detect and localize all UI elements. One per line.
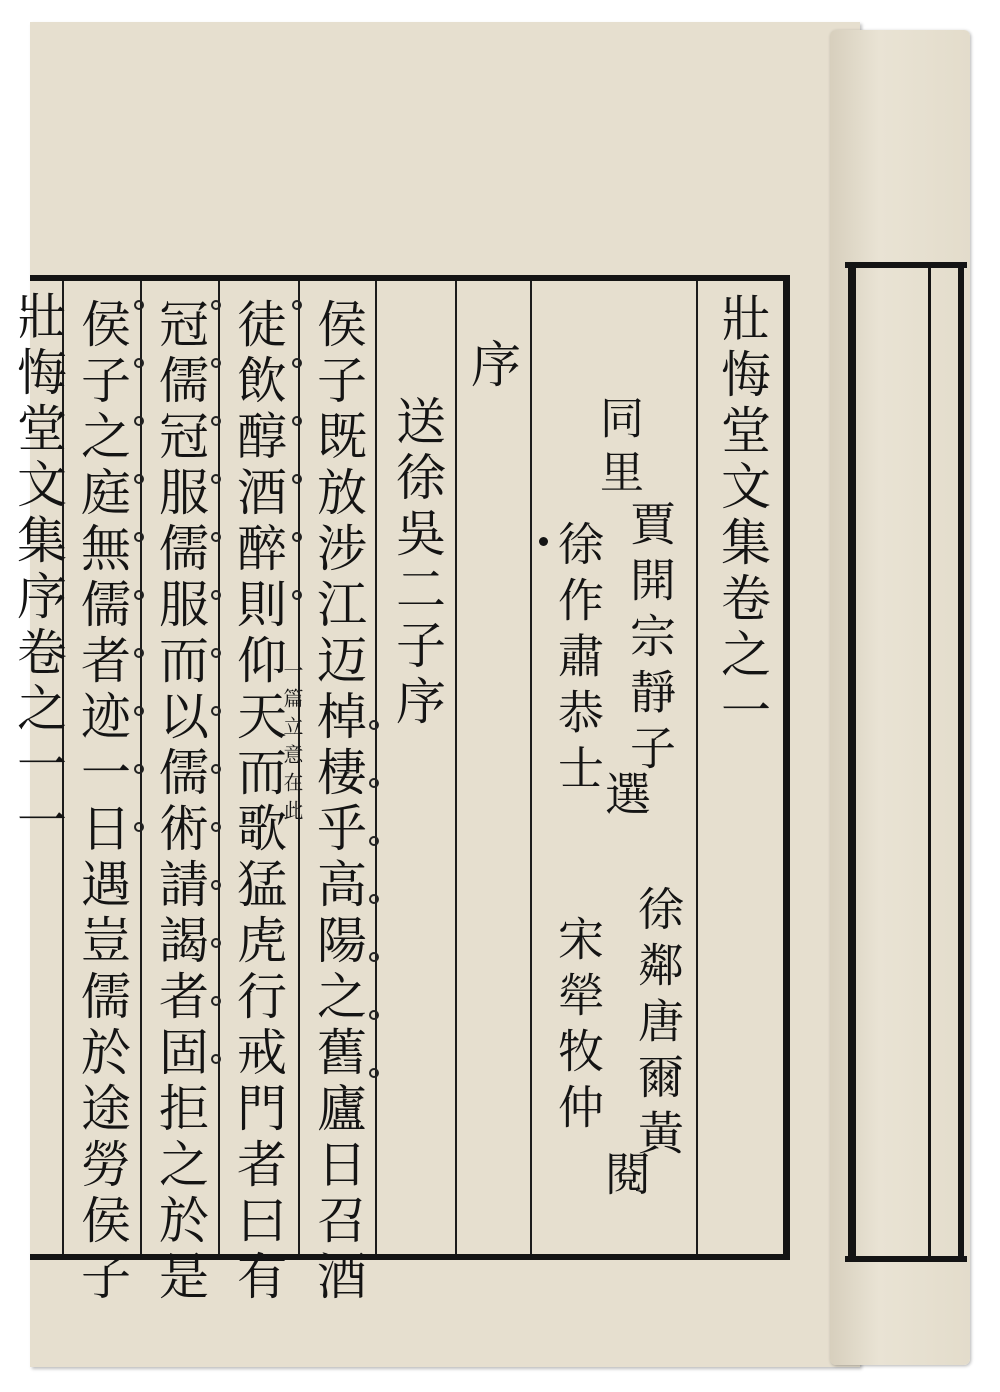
circle-mark (211, 996, 221, 1006)
body-column-1: 侯子既放涉江迈棹棲乎高陽之舊廬日召酒 (309, 298, 367, 1306)
spine-rule (848, 262, 856, 1262)
editor-name: 賈開宗靜子 (623, 500, 677, 780)
essay-title: 送徐吳二子序 (388, 395, 446, 731)
margin-label-column (9, 290, 67, 1250)
circle-mark (134, 648, 144, 658)
spine-rule (958, 262, 964, 1262)
region-label: 同里 (592, 395, 643, 503)
circle-mark (369, 1010, 379, 1020)
circle-mark (211, 938, 221, 948)
punctuation-dots (207, 300, 225, 1112)
spine-frame (845, 262, 967, 1262)
column-rule (530, 281, 532, 1254)
volume-title: 壯悔堂文集卷之一 (713, 292, 771, 740)
circle-mark (369, 778, 379, 788)
role-select: 選 (598, 770, 652, 826)
circle-mark (134, 590, 144, 600)
circle-mark (211, 416, 221, 426)
circle-mark (211, 532, 221, 542)
body-column-2: 徒飲醇酒醉則仰天而歌猛虎行戒門者曰有 (229, 298, 287, 1306)
column-rule (455, 281, 457, 1254)
circle-mark (211, 822, 221, 832)
circle-mark (211, 880, 221, 890)
co-editor-2: 徐鄰唐爾黃 (631, 885, 685, 1165)
circle-mark (211, 358, 221, 368)
spine-rule (928, 262, 931, 1262)
circle-mark (211, 300, 221, 310)
circle-mark (211, 648, 221, 658)
circle-mark (134, 358, 144, 368)
circle-mark (211, 474, 221, 484)
interlinear-annotation: 一篇立意在此 (280, 660, 304, 828)
circle-mark (292, 416, 302, 426)
circle-mark (369, 720, 379, 730)
punctuation-dots (288, 300, 306, 648)
circle-mark (211, 764, 221, 774)
circle-mark (292, 300, 302, 310)
co-editor-1: 徐作肅恭士 (551, 520, 605, 800)
circle-mark (369, 952, 379, 962)
punctuation-dots (130, 300, 148, 880)
bullet-mark (539, 537, 548, 546)
circle-mark (292, 358, 302, 368)
circle-mark (134, 532, 144, 542)
circle-mark (211, 1054, 221, 1064)
circle-mark (369, 1068, 379, 1078)
body-column-4: 侯子之庭無儒者迹一日遇豈儒於途勞侯子 (73, 298, 131, 1306)
column-rule (696, 281, 698, 1254)
circle-mark (134, 474, 144, 484)
circle-mark (134, 764, 144, 774)
body-column-3: 冠儒冠服儒服而以儒術請謁者固拒之於是 (151, 298, 209, 1306)
circle-mark (369, 894, 379, 904)
co-editor-3: 宋犖牧仲 (551, 915, 605, 1139)
circle-mark (134, 706, 144, 716)
circle-mark (292, 474, 302, 484)
circle-mark (292, 590, 302, 600)
circle-mark (211, 590, 221, 600)
margin-label: 壯悔堂文集序卷之一一 (9, 290, 67, 850)
role-review: 閱 (598, 1150, 652, 1206)
circle-mark (134, 416, 144, 426)
circle-mark (134, 822, 144, 832)
circle-mark (292, 532, 302, 542)
circle-mark (134, 300, 144, 310)
circle-mark (211, 706, 221, 716)
section-heading: 序 (463, 338, 521, 394)
circle-mark (369, 836, 379, 846)
punctuation-dots (365, 720, 383, 1126)
